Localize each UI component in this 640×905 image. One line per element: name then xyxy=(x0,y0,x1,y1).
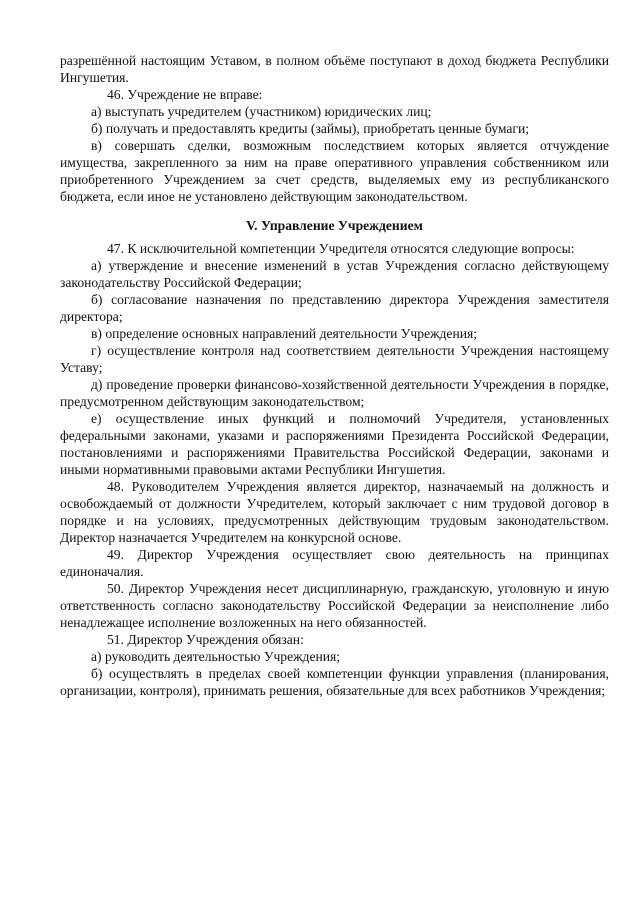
paragraph-budget-revenue: разрешённой настоящим Уставом, в полном объёме поступают в доход бюджета Республики Ингушетия. xyxy=(60,53,609,85)
paragraph-49: 49. Директор Учреждения осуществляет свою деятельность на принципах единоначалия. xyxy=(60,547,609,579)
paragraph-46-v: в) совершать сделки, возможным последствием которых является отчуждение имущества, закрепленного за ним на праве оперативного управления собственником или приобретенного Учреждением за счет средств, выделяемых ему из республиканского бюджета, если иное не установлено действующим законодательством. xyxy=(60,138,609,204)
paragraph-48: 48. Руководителем Учреждения является директор, назначаемый на должность и освобождаемый от должности Учредителем, который заключает с ним трудовой договор в порядке и на условиях, предусмотренных действующим трудовым законодательством. Директор назначается Учредителем на конкурсной основе. xyxy=(60,479,609,545)
paragraph-47-e: е) осуществление иных функций и полномочий Учредителя, установленных федеральными законами, указами и распоряжениями Президента Российской Федерации, постановлениями и распоряжениями Правительства Российской Федерации, законами и иными нормативными правовыми актами Республики Ингушетия. xyxy=(60,411,609,477)
paragraph-46-b: б) получать и предоставлять кредиты (займы), приобретать ценные бумаги; xyxy=(91,121,530,136)
paragraph-47-g: г) осуществление контроля над соответствием деятельности Учреждения настоящему Уставу; xyxy=(60,343,609,375)
paragraph-46-a: а) выступать учредителем (участником) юридических лиц; xyxy=(91,104,432,119)
paragraph-47-a: а) утверждение и внесение изменений в устав Учреждения согласно действующему законодательству Российской Федерации; xyxy=(60,258,609,290)
paragraph-47-b: б) согласование назначения по представлению директора Учреждения заместителя директора; xyxy=(60,292,609,324)
paragraph-51-b: б) осуществлять в пределах своей компетенции функции управления (планирования, организации, контроля), принимать решения, обязательные для всех работников Учреждения; xyxy=(60,666,609,698)
paragraph-50: 50. Директор Учреждения несет дисциплинарную, гражданскую, уголовную и иную ответственность согласно законодательству Российской Федерации за неисполнение либо ненадлежащее исполнение возложенных на него обязанностей. xyxy=(60,581,609,630)
paragraph-51-a: а) руководить деятельностью Учреждения; xyxy=(91,649,341,664)
section-heading: V. Управление Учреждением xyxy=(246,218,423,233)
paragraph-46-heading: 46. Учреждение не вправе: xyxy=(107,87,263,102)
paragraph-47-d: д) проведение проверки финансово-хозяйственной деятельности Учреждения в порядке, предусмотренном действующим законодательством; xyxy=(60,377,609,409)
paragraph-47-heading: 47. К исключительной компетенции Учредителя относятся следующие вопросы: xyxy=(107,241,575,256)
paragraph-47-v: в) определение основных направлений деятельности Учреждения; xyxy=(91,326,478,341)
paragraph-51-heading: 51. Директор Учреждения обязан: xyxy=(107,632,304,647)
